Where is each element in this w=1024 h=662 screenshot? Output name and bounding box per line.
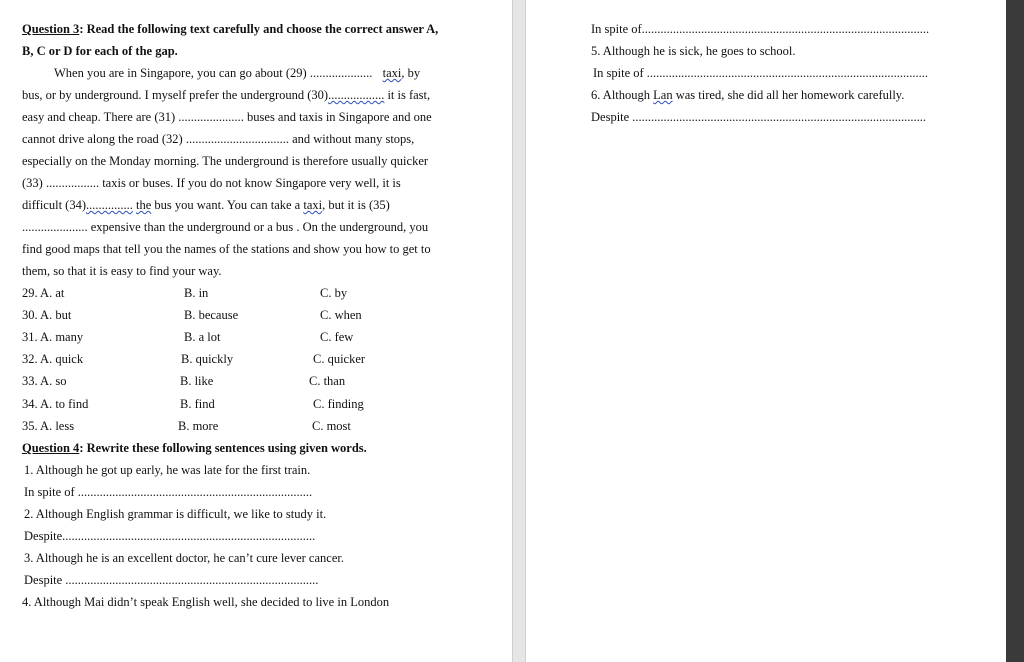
rewrite-answer-3: Despite ................................................................................. [24, 573, 319, 587]
option-31-b: B. a lot [184, 330, 221, 344]
question-3-heading [22, 21, 438, 37]
option-29-b: B. in [184, 286, 209, 300]
option-32-c: C. quicker [313, 352, 366, 366]
passage-line-3: easy and cheap. There are (31) ..................... buses and taxis in Singapore and one [22, 110, 432, 124]
rewrite-answer-2: Despite................................................................................. [24, 529, 316, 543]
passage-line-9: find good maps that tell you the names of the stations and show you how to get to [22, 242, 431, 256]
question-4-label: Question 4 [22, 441, 80, 455]
option-31-a: 31. A. many [22, 330, 84, 344]
option-33-a: 33. A. so [22, 374, 67, 388]
rewrite-answer-6: Despite .............................................................................................. [591, 110, 927, 124]
rewrite-answer-4: In spite of............................................................................................ [591, 22, 930, 36]
option-34-b: B. find [180, 397, 215, 411]
option-35-a: 35. A. less [22, 419, 75, 433]
option-35-b: B. more [178, 419, 219, 433]
question-3-heading-line2: B, C or D for each of the gap. [22, 44, 178, 58]
sentence-text: 6. Although [591, 88, 654, 102]
spell-flagged-gap: .................. [328, 88, 385, 102]
page-divider [512, 0, 513, 662]
rewrite-sentence-1: 1. Although he got up early, he was late for the first train. [24, 463, 311, 477]
spell-flagged-word: taxi [303, 198, 323, 212]
rewrite-sentence-5: 5. Although he is sick, he goes to school. [591, 44, 796, 58]
passage-line-4: cannot drive along the road (32) ................................. and without many stops, [22, 132, 415, 146]
rewrite-sentence-3: 3. Although he is an excellent doctor, he can’t cure lever cancer. [24, 551, 344, 565]
passage-text: bus you want. You can take a [151, 198, 304, 212]
window-edge [1006, 0, 1024, 662]
passage-text: , by [401, 66, 421, 80]
passage-text: difficult (34) [22, 198, 86, 212]
rewrite-sentence-4: 4. Although Mai didn’t speak English well, she decided to live in London [22, 595, 390, 609]
rewrite-sentence-6 [591, 87, 904, 103]
option-35-c: C. most [312, 419, 351, 433]
spell-flagged-word: Lan [653, 88, 673, 102]
passage-line-6: (33) ................. taxis or buses. If you do not know Singapore very well, it is [22, 176, 401, 190]
option-30-a: 30. A. but [22, 308, 72, 322]
option-29-a: 29. A. at [22, 286, 65, 300]
passage-line-8: ..................... expensive than the underground or a bus . On the underground, you [22, 220, 429, 234]
option-30-b: B. because [184, 308, 239, 322]
passage-line-2 [22, 87, 430, 103]
passage-line-5: especially on the Monday morning. The underground is therefore usually quicker [22, 154, 429, 168]
passage-text: bus, or by underground. I myself prefer the underground (30) [22, 88, 329, 102]
spell-flagged-word: the [136, 198, 152, 212]
question-4-heading [22, 440, 367, 456]
rewrite-answer-1: In spite of ........................................................................... [24, 485, 313, 499]
passage-line-1 [54, 65, 420, 81]
spell-flagged-gap: ............... [86, 198, 133, 212]
option-34-a: 34. A. to find [22, 397, 89, 411]
option-30-c: C. when [320, 308, 362, 322]
option-32-a: 32. A. quick [22, 352, 84, 366]
option-33-c: C. than [309, 374, 346, 388]
option-32-b: B. quickly [181, 352, 234, 366]
passage-line-10: them, so that it is easy to find your way. [22, 264, 222, 278]
rewrite-answer-5: In spite of .......................................................................................... [593, 66, 929, 80]
option-34-c: C. finding [313, 397, 364, 411]
option-31-c: C. few [320, 330, 354, 344]
sentence-text: was tired, she did all her homework carefully. [672, 88, 905, 102]
passage-line-7 [22, 197, 390, 213]
option-33-b: B. like [180, 374, 214, 388]
passage-text: When you are in Singapore, you can go about (29) .................... [54, 66, 373, 80]
rewrite-sentence-2: 2. Although English grammar is difficult, we like to study it. [24, 507, 327, 521]
passage-text: , but it is (35) [322, 198, 390, 212]
passage-text: it is fast, [384, 88, 431, 102]
question-3-label: Question 3 [22, 22, 80, 36]
document-page-right [526, 0, 1006, 662]
option-29-c: C. by [320, 286, 348, 300]
question-4-instruction: : Rewrite these following sentences using given words. [79, 441, 367, 455]
question-3-instruction: : Read the following text carefully and choose the correct answer A, [79, 22, 439, 36]
spell-flagged-word: taxi [382, 66, 402, 80]
